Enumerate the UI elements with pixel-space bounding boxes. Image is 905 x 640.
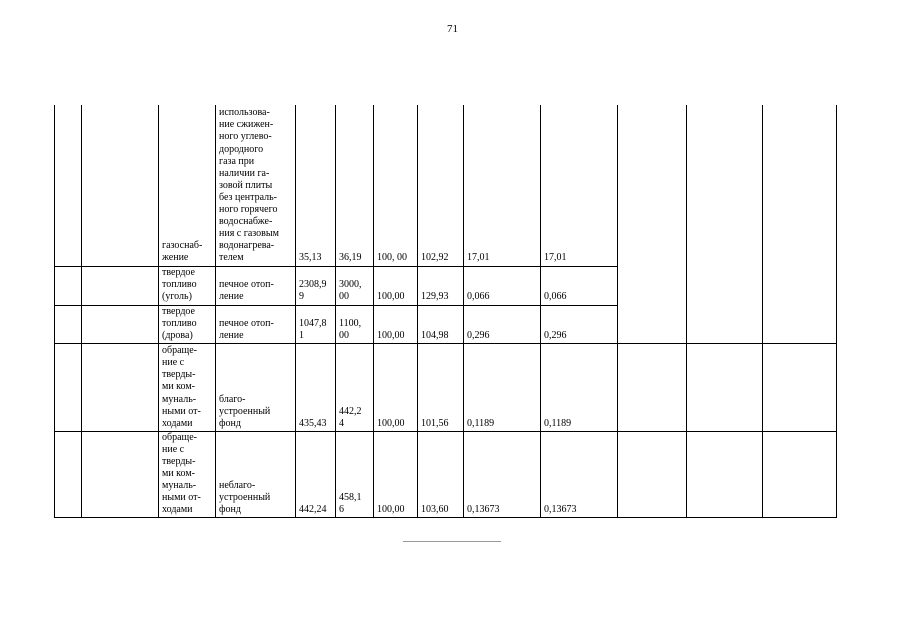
table-cell: 0,296 [541, 305, 618, 343]
empty-cell [763, 431, 837, 518]
table-row [55, 105, 837, 266]
table-cell: 17,01 [541, 105, 618, 266]
table-cell: 0,13673 [464, 431, 541, 518]
empty-cell [82, 305, 159, 343]
table-cell: 3000, 00 [336, 266, 374, 305]
table-cell: использова- ние сжижен- ного углево- дородного газа при наличии га- зовой плиты без централь- ного горячего водоснабже- ния с газовым водонагрева- телем [216, 105, 296, 266]
table-cell: 100,00 [374, 266, 418, 305]
empty-cell [763, 105, 837, 343]
empty-cell [55, 105, 82, 266]
empty-cell [687, 105, 763, 343]
table-cell: 129,93 [418, 266, 464, 305]
table-cell: печное отоп- ление [216, 266, 296, 305]
empty-cell [82, 431, 159, 518]
table-cell: 442,2 4 [336, 343, 374, 431]
table-cell: 103,60 [418, 431, 464, 518]
table-cell: 100,00 [374, 343, 418, 431]
empty-cell [82, 343, 159, 431]
empty-cell [82, 266, 159, 305]
empty-cell [687, 431, 763, 518]
empty-cell [618, 105, 687, 343]
table-cell: 435,43 [296, 343, 336, 431]
table-cell: 17,01 [464, 105, 541, 266]
empty-cell [763, 343, 837, 431]
table-cell: обраще- ние с тверды- ми ком- муналь- ными от- ходами [159, 343, 216, 431]
table-row [55, 343, 837, 431]
data-table [54, 105, 837, 518]
empty-cell [82, 105, 159, 266]
table-cell: обраще- ние с тверды- ми ком- муналь- ными от- ходами [159, 431, 216, 518]
table-cell: 102,92 [418, 105, 464, 266]
table-cell: 101,56 [418, 343, 464, 431]
table-cell: 0,1189 [541, 343, 618, 431]
page-number: 71 [447, 23, 458, 35]
table-row [55, 431, 837, 518]
empty-cell [55, 266, 82, 305]
empty-cell [55, 431, 82, 518]
table-cell: твердое топливо (уголь) [159, 266, 216, 305]
table-cell: 0,1189 [464, 343, 541, 431]
footnote-separator [403, 541, 501, 542]
table-cell: печное отоп- ление [216, 305, 296, 343]
table-cell: 1047,8 1 [296, 305, 336, 343]
table-cell: 104,98 [418, 305, 464, 343]
table-cell: 0,13673 [541, 431, 618, 518]
table-cell: твердое топливо (дрова) [159, 305, 216, 343]
table-cell: 36,19 [336, 105, 374, 266]
table-cell: 0,066 [541, 266, 618, 305]
table-cell: 442,24 [296, 431, 336, 518]
table-cell: 0,066 [464, 266, 541, 305]
empty-cell [687, 343, 763, 431]
table-cell: 100,00 [374, 305, 418, 343]
table-cell: 2308,9 9 [296, 266, 336, 305]
empty-cell [618, 343, 687, 431]
table-cell: газоснаб- жение [159, 105, 216, 266]
table-cell: неблаго- устроенный фонд [216, 431, 296, 518]
empty-cell [55, 343, 82, 431]
table-cell: 0,296 [464, 305, 541, 343]
empty-cell [55, 305, 82, 343]
table-body [55, 105, 837, 518]
table-cell: 458,1 6 [336, 431, 374, 518]
table-cell: 1100, 00 [336, 305, 374, 343]
table-cell: 100, 00 [374, 105, 418, 266]
table-cell: благо- устроенный фонд [216, 343, 296, 431]
table-cell: 100,00 [374, 431, 418, 518]
table-cell: 35,13 [296, 105, 336, 266]
empty-cell [618, 431, 687, 518]
